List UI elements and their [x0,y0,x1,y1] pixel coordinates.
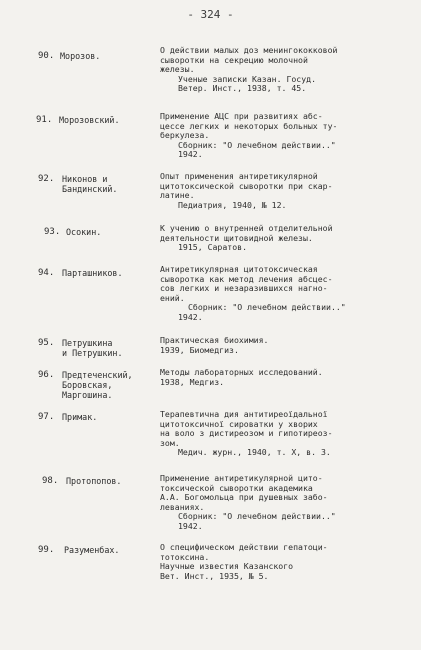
entry-line: Сборник: "О лечебном действии.." [178,140,336,150]
entry-line: Антиретикулярная цитотоксическая [160,265,318,274]
entry-line: токсической сыворотки академика [160,483,313,493]
entry-line: зом. [160,438,180,448]
entry-body [160,474,415,532]
entry-line: Практическая биохимия. [160,336,269,345]
entry-author: Предтеченский, Боровская, Маргошина. [62,370,133,400]
entry-number: 95. [38,338,55,348]
entry-number: 96. [38,370,55,380]
entry-author: Парташников. [62,268,123,278]
page-number: - 324 - [187,8,234,21]
entry-author: Осокин. [66,227,102,237]
entry-line: 1942. [178,312,203,322]
entry-line: Научные известия Казанского [160,562,294,572]
entry-number: 91. [36,115,53,125]
entry-line: латине. [160,191,195,201]
entry-line: О действии малых доз менингококковой [160,46,338,55]
entry-author: Протопопов. [66,476,122,486]
entry-line: сыворотка как метод лечения абсцес- [160,274,333,284]
entry-line: железы. [160,65,195,75]
entry-line: деятельности щитовидной железы. [160,233,313,243]
entry-line: цитотоксичної сироватки у хворих [160,419,318,429]
entry-body [160,336,415,355]
entry-author: Примак. [62,412,98,422]
entry-line: Медич. журн., 1940, т. Х, в. 3. [178,448,331,458]
entry-author: Разуменбах. [64,545,120,555]
entry-line: Вет. Инст., 1935, № 5. [160,571,269,581]
entry-line: цитотоксической сыворотки при скар- [160,181,333,191]
entry-line: А.А. Богомольца при душевных забо- [160,493,328,503]
entry-line: сыворотки на секрецию молочной [160,55,308,65]
entry-number: 94. [38,268,55,278]
entry-body [160,172,415,210]
entry-author: Никонов и Бандинский. [62,174,118,194]
entry-line: Сборник: "О лечебном действии.." [178,512,336,522]
entry-line: Педиатрия, 1940, № 12. [178,200,287,210]
entry-line: Сборник: "О лечебном действии.." [188,303,346,313]
entry-number: 99. [38,545,55,555]
entry-line: беркулеза. [160,131,210,141]
entry-line: 1942. [178,150,203,160]
entry-body [160,410,415,458]
entry-line: Терапевтична дия антитиреоїдальної [160,410,328,419]
entry-line: леваниях. [160,502,205,512]
entry-number: 93. [44,227,61,237]
entry-body [160,543,415,581]
entry-line: Ученые записки Казан. Госуд. [178,74,317,84]
entry-line: Опыт применения антиретикулярной [160,172,318,181]
entry-body [160,46,415,94]
entry-number: 98. [42,476,59,486]
entry-line: 1938, Медгиз. [160,377,225,387]
entry-author: Морозов. [60,51,101,61]
entry-body [160,112,415,160]
entry-line: 1915, Саратов. [178,243,248,253]
entry-line: Ветер. Инст., 1938, т. 45. [178,84,307,94]
entry-author: Морозовский. [59,115,120,125]
entry-line: 1942. [178,521,203,531]
entry-line: О специфическом действии гепатоци- [160,543,328,552]
entry-body [160,368,415,387]
entry-body [160,265,415,323]
entry-line: на воло з дистиреозом и гипотиреоз- [160,429,333,439]
entry-number: 92. [38,174,55,184]
entry-line: сов легких и незаразившихся нагно- [160,284,328,294]
entry-line: Методы лабораторных исследований. [160,368,323,377]
entry-line: цессе легких и некоторых больных ту- [160,121,338,131]
entry-line: К учению о внутренней отделительной [160,224,333,233]
entry-author: Петрушкина и Петрушкин. [62,338,123,358]
entry-number: 97. [38,412,55,422]
entry-body [160,224,415,253]
entry-line: тотоксина. [160,552,210,562]
entry-line: Применение антиретикулярной цито- [160,474,323,483]
entry-line: Применение АЦС при развитиях абс- [160,112,323,121]
entry-line: ений. [160,293,185,303]
entry-number: 90. [38,51,55,61]
entry-line: 1939, Биомедгиз. [160,345,239,355]
